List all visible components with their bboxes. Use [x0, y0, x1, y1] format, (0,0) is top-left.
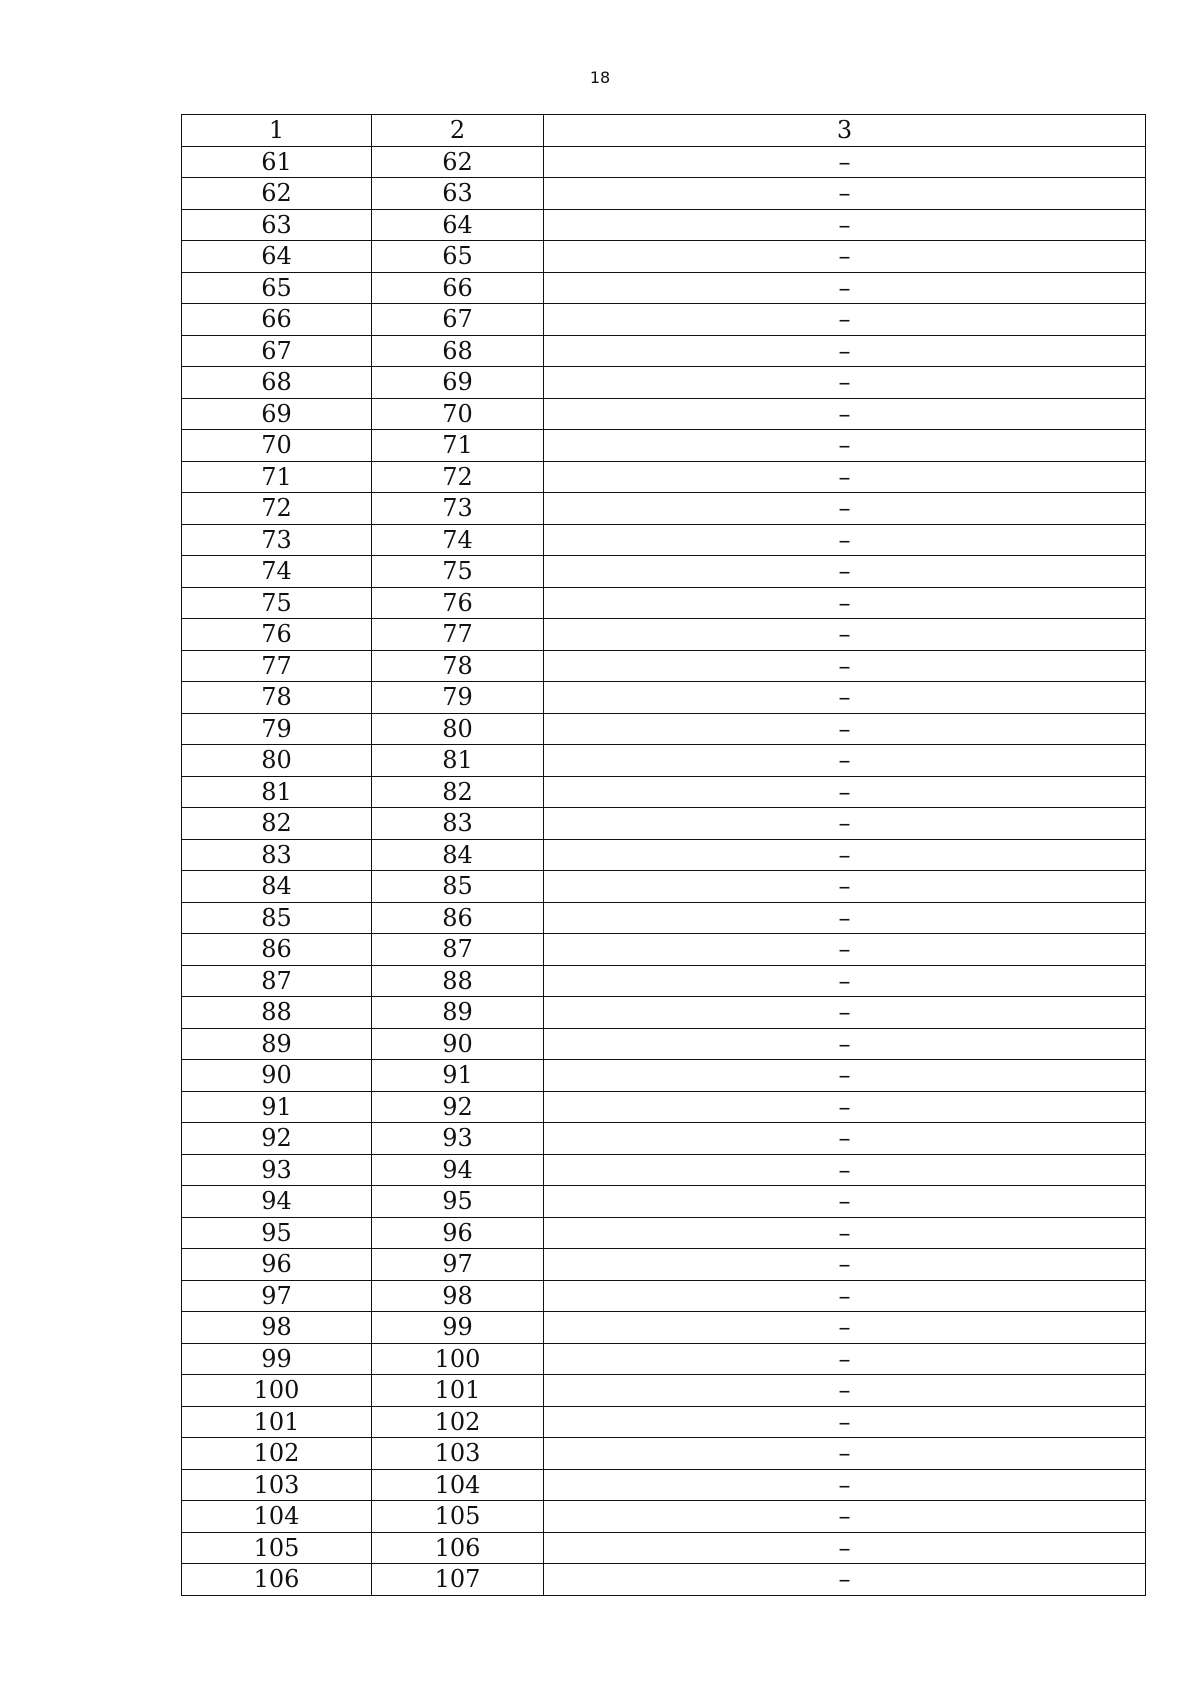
cell-col-1: 93 [182, 1154, 372, 1186]
cell-col-3: – [544, 587, 1146, 619]
cell-col-3: – [544, 556, 1146, 588]
cell-col-1: 83 [182, 839, 372, 871]
table-row [182, 178, 1146, 210]
cell-col-3: – [544, 304, 1146, 336]
cell-col-3: – [544, 241, 1146, 273]
cell-col-3: – [544, 493, 1146, 525]
cell-col-2: 76 [372, 587, 544, 619]
cell-col-2: 95 [372, 1186, 544, 1218]
cell-col-1: 73 [182, 524, 372, 556]
cell-col-2: 64 [372, 209, 544, 241]
cell-col-1: 97 [182, 1280, 372, 1312]
cell-col-2: 72 [372, 461, 544, 493]
table-row [182, 1123, 1146, 1155]
cell-col-2: 104 [372, 1469, 544, 1501]
cell-col-2: 77 [372, 619, 544, 651]
cell-col-1: 105 [182, 1532, 372, 1564]
table-row [182, 398, 1146, 430]
cell-col-1: 99 [182, 1343, 372, 1375]
table-row [182, 430, 1146, 462]
cell-col-3: – [544, 430, 1146, 462]
cell-col-2: 100 [372, 1343, 544, 1375]
cell-col-3: – [544, 1060, 1146, 1092]
page-number: 18 [589, 68, 611, 87]
cell-col-2: 97 [372, 1249, 544, 1281]
table-row [182, 1501, 1146, 1533]
cell-col-1: 77 [182, 650, 372, 682]
cell-col-1: 92 [182, 1123, 372, 1155]
cell-col-1: 95 [182, 1217, 372, 1249]
cell-col-1: 88 [182, 997, 372, 1029]
cell-col-1: 94 [182, 1186, 372, 1218]
cell-col-2: 84 [372, 839, 544, 871]
cell-col-1: 74 [182, 556, 372, 588]
cell-col-2: 106 [372, 1532, 544, 1564]
cell-col-1: 72 [182, 493, 372, 525]
cell-col-1: 82 [182, 808, 372, 840]
table-row [182, 556, 1146, 588]
table-row [182, 650, 1146, 682]
cell-col-2: 65 [372, 241, 544, 273]
cell-col-3: – [544, 808, 1146, 840]
cell-col-2: 69 [372, 367, 544, 399]
cell-col-3: – [544, 1375, 1146, 1407]
table-row [182, 1154, 1146, 1186]
data-table [181, 114, 1146, 1596]
cell-col-2: 75 [372, 556, 544, 588]
cell-col-1: 85 [182, 902, 372, 934]
cell-col-3: – [544, 1438, 1146, 1470]
table-row [182, 1532, 1146, 1564]
cell-col-3: – [544, 839, 1146, 871]
cell-col-2: 105 [372, 1501, 544, 1533]
cell-col-3: – [544, 934, 1146, 966]
cell-col-1: 79 [182, 713, 372, 745]
cell-col-3: – [544, 1312, 1146, 1344]
table-row [182, 619, 1146, 651]
cell-col-1: 70 [182, 430, 372, 462]
cell-col-3: – [544, 461, 1146, 493]
cell-col-2: 83 [372, 808, 544, 840]
cell-col-1: 67 [182, 335, 372, 367]
cell-col-2: 70 [372, 398, 544, 430]
cell-col-1: 98 [182, 1312, 372, 1344]
cell-col-1: 80 [182, 745, 372, 777]
cell-col-1: 100 [182, 1375, 372, 1407]
table-row [182, 934, 1146, 966]
cell-col-1: 63 [182, 209, 372, 241]
table-row [182, 587, 1146, 619]
cell-col-3: – [544, 272, 1146, 304]
cell-col-3: – [544, 178, 1146, 210]
cell-col-2: 87 [372, 934, 544, 966]
table-row [182, 745, 1146, 777]
cell-col-3: – [544, 902, 1146, 934]
cell-col-3: – [544, 965, 1146, 997]
cell-col-2: 66 [372, 272, 544, 304]
cell-col-2: 96 [372, 1217, 544, 1249]
table-row [182, 1280, 1146, 1312]
table-row [182, 902, 1146, 934]
cell-col-1: 96 [182, 1249, 372, 1281]
cell-col-3: – [544, 146, 1146, 178]
cell-col-3: – [544, 997, 1146, 1029]
cell-col-3: – [544, 1501, 1146, 1533]
cell-col-2: 91 [372, 1060, 544, 1092]
cell-col-3: – [544, 1028, 1146, 1060]
cell-col-1: 61 [182, 146, 372, 178]
cell-col-3: – [544, 1217, 1146, 1249]
cell-col-2: 62 [372, 146, 544, 178]
cell-col-1: 90 [182, 1060, 372, 1092]
cell-col-2: 94 [372, 1154, 544, 1186]
table-row [182, 335, 1146, 367]
table-row [182, 1469, 1146, 1501]
table-row [182, 1217, 1146, 1249]
cell-col-2: 102 [372, 1406, 544, 1438]
cell-col-3: – [544, 871, 1146, 903]
cell-col-1: 76 [182, 619, 372, 651]
cell-col-2: 81 [372, 745, 544, 777]
table-row [182, 871, 1146, 903]
cell-col-1: 66 [182, 304, 372, 336]
cell-col-1: 78 [182, 682, 372, 714]
cell-col-3: – [544, 1091, 1146, 1123]
table-row [182, 1406, 1146, 1438]
table-row [182, 1186, 1146, 1218]
table-header-row [182, 115, 1146, 147]
cell-col-3: – [544, 1343, 1146, 1375]
cell-col-3: – [544, 524, 1146, 556]
cell-col-3: – [544, 682, 1146, 714]
cell-col-3: – [544, 619, 1146, 651]
cell-col-2: 92 [372, 1091, 544, 1123]
table-row [182, 808, 1146, 840]
cell-col-3: – [544, 209, 1146, 241]
cell-col-2: 93 [372, 1123, 544, 1155]
data-table-container [181, 114, 1145, 1596]
cell-col-3: – [544, 650, 1146, 682]
cell-col-3: – [544, 745, 1146, 777]
table-row [182, 461, 1146, 493]
table-row [182, 1028, 1146, 1060]
cell-col-1: 101 [182, 1406, 372, 1438]
cell-col-3: – [544, 1186, 1146, 1218]
table-row [182, 367, 1146, 399]
cell-col-2: 79 [372, 682, 544, 714]
cell-col-1: 68 [182, 367, 372, 399]
cell-col-1: 86 [182, 934, 372, 966]
column-header-1: 1 [182, 115, 372, 147]
cell-col-2: 86 [372, 902, 544, 934]
cell-col-3: – [544, 398, 1146, 430]
cell-col-2: 107 [372, 1564, 544, 1596]
cell-col-1: 65 [182, 272, 372, 304]
table-row [182, 1438, 1146, 1470]
cell-col-3: – [544, 1469, 1146, 1501]
cell-col-3: – [544, 1249, 1146, 1281]
table-row [182, 997, 1146, 1029]
cell-col-2: 101 [372, 1375, 544, 1407]
cell-col-2: 73 [372, 493, 544, 525]
cell-col-3: – [544, 1532, 1146, 1564]
table-row [182, 1091, 1146, 1123]
cell-col-3: – [544, 1564, 1146, 1596]
cell-col-3: – [544, 367, 1146, 399]
cell-col-1: 64 [182, 241, 372, 273]
cell-col-3: – [544, 713, 1146, 745]
cell-col-2: 63 [372, 178, 544, 210]
table-row [182, 146, 1146, 178]
table-body [182, 115, 1146, 1596]
table-row [182, 1343, 1146, 1375]
table-row [182, 209, 1146, 241]
table-row [182, 304, 1146, 336]
table-row [182, 1249, 1146, 1281]
cell-col-2: 68 [372, 335, 544, 367]
cell-col-1: 91 [182, 1091, 372, 1123]
table-row [182, 682, 1146, 714]
cell-col-1: 69 [182, 398, 372, 430]
column-header-2: 2 [372, 115, 544, 147]
cell-col-3: – [544, 1280, 1146, 1312]
cell-col-2: 90 [372, 1028, 544, 1060]
cell-col-2: 74 [372, 524, 544, 556]
table-row [182, 1312, 1146, 1344]
table-row [182, 1375, 1146, 1407]
cell-col-3: – [544, 335, 1146, 367]
table-row [182, 272, 1146, 304]
table-row [182, 839, 1146, 871]
table-row [182, 776, 1146, 808]
cell-col-1: 75 [182, 587, 372, 619]
cell-col-1: 87 [182, 965, 372, 997]
cell-col-2: 82 [372, 776, 544, 808]
cell-col-2: 67 [372, 304, 544, 336]
cell-col-1: 81 [182, 776, 372, 808]
table-row [182, 1564, 1146, 1596]
cell-col-2: 88 [372, 965, 544, 997]
cell-col-3: – [544, 776, 1146, 808]
cell-col-3: – [544, 1154, 1146, 1186]
cell-col-1: 89 [182, 1028, 372, 1060]
cell-col-2: 78 [372, 650, 544, 682]
cell-col-2: 71 [372, 430, 544, 462]
cell-col-2: 99 [372, 1312, 544, 1344]
table-row [182, 1060, 1146, 1092]
table-row [182, 713, 1146, 745]
cell-col-1: 62 [182, 178, 372, 210]
table-row [182, 241, 1146, 273]
cell-col-1: 103 [182, 1469, 372, 1501]
column-header-3: 3 [544, 115, 1146, 147]
cell-col-3: – [544, 1406, 1146, 1438]
cell-col-2: 103 [372, 1438, 544, 1470]
cell-col-2: 80 [372, 713, 544, 745]
cell-col-2: 85 [372, 871, 544, 903]
cell-col-3: – [544, 1123, 1146, 1155]
table-row [182, 493, 1146, 525]
table-row [182, 524, 1146, 556]
cell-col-1: 71 [182, 461, 372, 493]
cell-col-1: 106 [182, 1564, 372, 1596]
cell-col-1: 102 [182, 1438, 372, 1470]
cell-col-2: 98 [372, 1280, 544, 1312]
table-row [182, 965, 1146, 997]
cell-col-1: 84 [182, 871, 372, 903]
cell-col-1: 104 [182, 1501, 372, 1533]
cell-col-2: 89 [372, 997, 544, 1029]
